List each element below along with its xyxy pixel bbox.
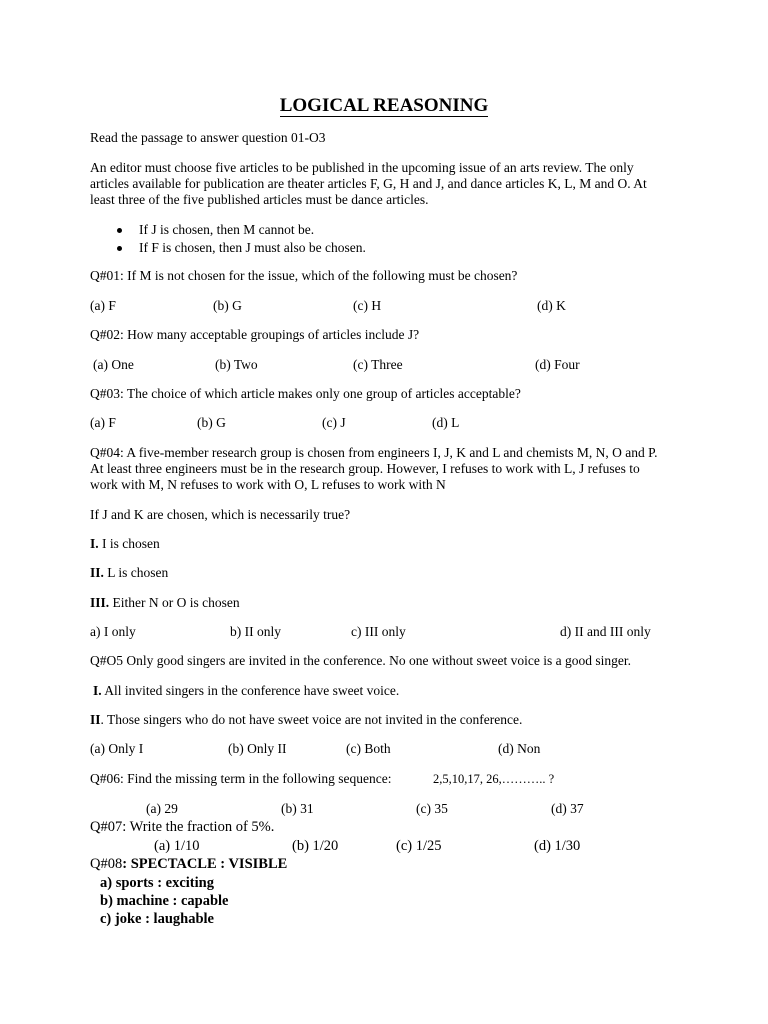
q4-option: b) II only: [230, 624, 281, 639]
statement-number: II.: [90, 565, 104, 580]
q3-option: (c) J: [322, 415, 346, 430]
q5-statement: [93, 683, 399, 699]
statement-number: I.: [90, 536, 99, 551]
q3-option: (a) F: [90, 415, 116, 430]
q4-statement: [90, 565, 168, 581]
question-1: Q#01: If M is not chosen for the issue, which of the following must be chosen?: [90, 268, 518, 283]
q5-statement: [90, 712, 522, 728]
statement-text: L is chosen: [103, 565, 169, 580]
q2-option: (c) Three: [353, 357, 403, 372]
question-2: Q#02: How many acceptable groupings of articles include J?: [90, 327, 420, 342]
bullet-item: If F is chosen, then J must also be chosen.: [139, 240, 366, 255]
question-8-analogy: : SPECTACLE : VISIBLE: [122, 856, 288, 872]
q6-option: (d) 37: [551, 801, 584, 816]
q2-option: (a) One: [93, 357, 134, 372]
passage-line-2: articles available for publication are theater articles F, G, H and J, and dance articles K, L, M and O. At: [90, 176, 647, 191]
q4-statement: [90, 536, 160, 552]
question-6: Q#06: Find the missing term in the following sequence:: [90, 771, 392, 786]
statement-text: I is chosen: [98, 536, 160, 551]
question-7: Q#07: Write the fraction of 5%.: [90, 819, 275, 835]
statement-number: I.: [93, 683, 102, 698]
q8-option: a) sports : exciting: [100, 875, 214, 891]
question-4-line-3: work with M, N refuses to work with O, L refuses to work with N: [90, 477, 446, 492]
q3-option: (b) G: [197, 415, 226, 430]
q1-option: (c) H: [353, 298, 382, 313]
statement-number: II: [90, 712, 101, 727]
q1-option: (d) K: [537, 298, 566, 313]
q2-option: (b) Two: [215, 357, 258, 372]
q8-option: c) joke : laughable: [100, 911, 214, 927]
statement-text: . Those singers who do not have sweet voice are not invited in the conference.: [100, 712, 523, 727]
page-title: LOGICAL REASONING: [279, 95, 489, 116]
bullet-item: If J is chosen, then M cannot be.: [139, 222, 315, 237]
q3-option: (d) L: [432, 415, 460, 430]
q7-option: (c) 1/25: [396, 838, 442, 854]
q5-option: (d) Non: [498, 741, 541, 756]
statement-text: All invited singers in the conference have sweet voice.: [101, 683, 400, 698]
statement-number: III.: [90, 595, 110, 610]
question-8: [90, 856, 287, 872]
q2-option: (d) Four: [535, 357, 580, 372]
question-5: Q#O5 Only good singers are invited in the conference. No one without sweet voice is a good singer.: [90, 653, 631, 668]
question-4-line-1: Q#04: A five-member research group is chosen from engineers I, J, K and L and chemists M, N, O and P.: [90, 445, 658, 460]
intro-text: Read the passage to answer question 01-O3: [90, 130, 326, 145]
q4-option: c) III only: [351, 624, 406, 639]
q1-option: (b) G: [213, 298, 242, 313]
bullet-icon: [117, 228, 122, 233]
q4-option: d) II and III only: [560, 624, 651, 639]
q5-option: (c) Both: [346, 741, 391, 756]
passage-line-3: least three of the five published articles must be dance articles.: [90, 192, 429, 207]
statement-text: Either N or O is chosen: [109, 595, 240, 610]
question-4-line-2: At least three engineers must be in the research group. However, I refuses to work with L, J refuses to: [90, 461, 640, 476]
q4-option: a) I only: [90, 624, 136, 639]
q7-option: (a) 1/10: [154, 838, 200, 854]
question-8-prefix: Q#08: [90, 856, 123, 872]
passage-line-1: An editor must choose five articles to be published in the upcoming issue of an arts review. The only: [90, 160, 634, 175]
q8-option: b) machine : capable: [100, 893, 229, 909]
q4-statement: [90, 595, 240, 611]
sequence-text: 2,5,10,17, 26,……….. ?: [433, 772, 555, 786]
q1-option: (a) F: [90, 298, 116, 313]
q6-option: (b) 31: [281, 801, 314, 816]
q7-option: (d) 1/30: [534, 838, 581, 854]
question-4-prompt: If J and K are chosen, which is necessarily true?: [90, 507, 351, 522]
q7-option: (b) 1/20: [292, 838, 339, 854]
q6-option: (a) 29: [146, 801, 178, 816]
question-3: Q#03: The choice of which article makes only one group of articles acceptable?: [90, 386, 521, 401]
q5-option: (b) Only II: [228, 741, 287, 756]
q5-option: (a) Only I: [90, 741, 144, 756]
bullet-icon: [117, 246, 122, 251]
q6-option: (c) 35: [416, 801, 448, 816]
